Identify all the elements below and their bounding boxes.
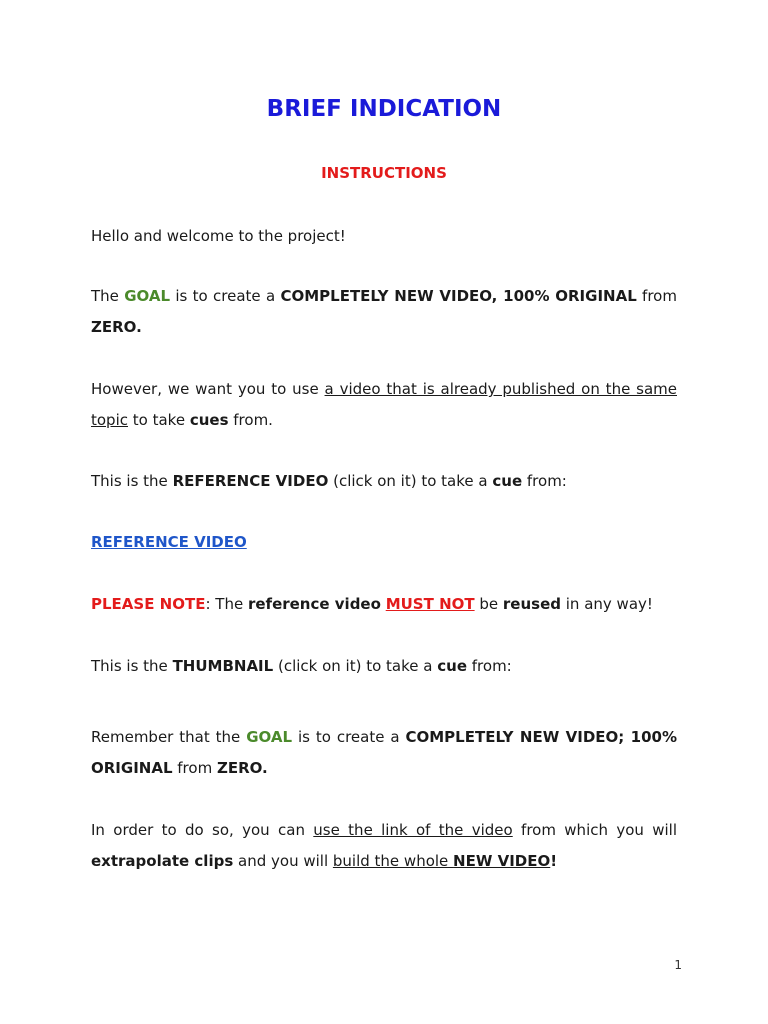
order-new-video: NEW VIDEO <box>453 852 551 870</box>
thumbnail-keyword: THUMBNAIL <box>172 657 274 675</box>
cues-keyword: cues <box>189 411 229 429</box>
thumbnail-paragraph <box>91 651 677 682</box>
goal-paragraph <box>91 281 677 343</box>
order-text-1: In order to do so, you can <box>91 821 314 839</box>
reference-intro-text-1: This is the <box>91 472 173 490</box>
reference-intro-paragraph <box>91 466 677 497</box>
extrapolate-clips: extrapolate clips <box>91 852 234 870</box>
note-reference-video: reference video <box>247 595 381 613</box>
thumbnail-text-2: (click on it) to take a <box>273 657 438 675</box>
thumbnail-text-3: from: <box>467 657 512 675</box>
remember-text-1: Remember that the <box>91 728 247 746</box>
remember-new-video: COMPLETELY NEW VIDEO; 100% ORIGINAL <box>91 728 677 777</box>
build-underline <box>333 852 550 870</box>
goal-zero: ZERO. <box>91 318 142 336</box>
note-paragraph <box>91 589 677 620</box>
goal-new-video: COMPLETELY NEW VIDEO, 100% ORIGINAL <box>280 287 637 305</box>
thumbnail-text-1: This is the <box>91 657 173 675</box>
remember-paragraph <box>91 722 677 784</box>
order-text-2: from which you will <box>512 821 677 839</box>
reference-link-paragraph <box>91 527 677 558</box>
note-reused: reused <box>502 595 561 613</box>
remember-text-2: is to create a <box>292 728 406 746</box>
build-text: build the whole <box>332 852 454 870</box>
greeting-text: Hello and welcome to the project! <box>91 227 346 245</box>
note-text-1: : The <box>205 595 248 613</box>
thumbnail-cue: cue <box>437 657 467 675</box>
goal-keyword: GOAL <box>124 287 171 305</box>
page-number: 1 <box>674 958 682 972</box>
however-paragraph <box>91 374 677 436</box>
please-note-label: PLEASE NOTE <box>91 595 206 613</box>
reference-intro-keyword: REFERENCE VIDEO <box>172 472 329 490</box>
page-title: BRIEF INDICATION <box>266 96 502 122</box>
however-text-3: from. <box>228 411 273 429</box>
however-text-1: However, we want you to use <box>91 380 325 398</box>
order-text-3: and you will <box>233 852 333 870</box>
reference-intro-text-3: from: <box>522 472 567 490</box>
note-text-4: in any way! <box>561 595 653 613</box>
order-exclamation: ! <box>550 852 558 870</box>
reference-intro-cue: cue <box>492 472 523 490</box>
section-subtitle: INSTRUCTIONS <box>321 164 447 182</box>
remember-goal-keyword: GOAL <box>246 728 293 746</box>
goal-text-3: from <box>636 287 677 305</box>
order-paragraph <box>91 815 677 877</box>
greeting-paragraph <box>91 221 677 252</box>
remember-zero: ZERO. <box>216 759 268 777</box>
note-text-3: be <box>474 595 503 613</box>
reference-intro-text-2: (click on it) to take a <box>328 472 493 490</box>
reference-video-link[interactable]: REFERENCE VIDEO <box>91 533 247 551</box>
remember-text-3: from <box>172 759 217 777</box>
must-not-warning: MUST NOT <box>385 595 475 613</box>
published-video-underline: a video that is already published on the same topic <box>91 380 677 429</box>
goal-text-2: is to create a <box>170 287 281 305</box>
goal-text-1: The <box>91 287 125 305</box>
use-link-underline: use the link of the video <box>313 821 513 839</box>
however-text-2: to take <box>128 411 190 429</box>
